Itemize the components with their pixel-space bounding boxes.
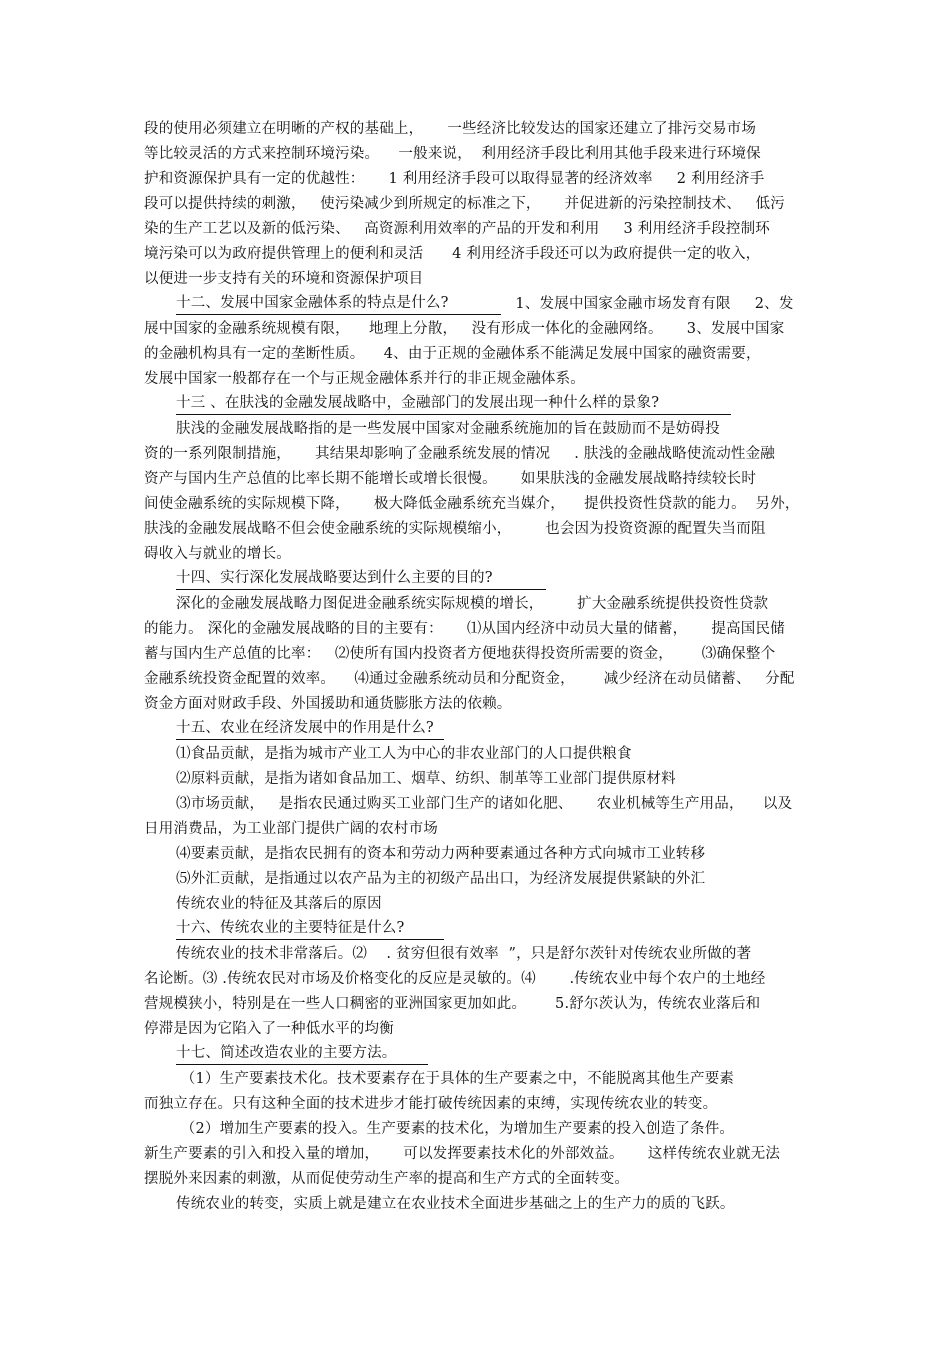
text-line: 境污染可以为政府提供管理上的便利和灵活 4 利用经济手段还可以为政府提供一定的收入， [144, 246, 761, 262]
text-line: 资产与国内生产总值的比率长期不能增长或增长很慢。 如果肤浅的金融发展战略持续较长时 [144, 471, 757, 487]
question-heading-13: 十三 、在肤浅的金融发展战略中，金融部门的发展出现一种什么样的景象? [176, 394, 731, 415]
text-line: 名论断。⑶ .传统农民对市场及价格变化的反应是灵敏的。⑷ .传统农业中每个农户的土地经 [144, 971, 766, 987]
question-heading-12: 十二、发展中国家金融体系的特点是什么? [176, 294, 501, 315]
text-line: ⑸外汇贡献，是指通过以农产品为主的初级产品出口，为经济发展提供紧缺的外汇 [176, 871, 706, 887]
text-line: 肤浅的金融发展战略指的是一些发展中国家对金融系统施加的旨在鼓励而不是妨碍投 [176, 421, 720, 437]
text-line: 1、发展中国家金融市场发育有限 2、发 [501, 296, 794, 312]
text-line: 碍收入与就业的增长。 [144, 546, 291, 562]
text-line: ⑷要素贡献，是指农民拥有的资本和劳动力两种要素通过各种方式向城市工业转移 [176, 846, 706, 862]
text-line: （2）增加生产要素的投入。生产要素的技术化，为增加生产要素的投入创造了条件。 [176, 1121, 735, 1137]
text-line: 间使金融系统的实际规模下降， 极大降低金融系统充当媒介， 提供投资性贷款的能力。 另外， [144, 496, 800, 512]
text-line: 深化的金融发展战略力图促进金融系统实际规模的增长， 扩大金融系统提供投资性贷款 [176, 596, 769, 612]
text-line: 传统农业的转变，实质上就是建立在农业技术全面进步基础之上的生产力的质的飞跃。 [176, 1196, 735, 1212]
text-line: 摆脱外来因素的刺激，从而促使劳动生产率的提高和生产方式的全面转变。 [144, 1171, 630, 1187]
text-line: 展中国家的金融系统规模有限， 地理上分散， 没有形成一体化的金融网络。 3、发展中国家 [144, 321, 785, 337]
text-line: （1）生产要素技术化。技术要素存在于具体的生产要素之中，不能脱离其他生产要素 [176, 1071, 735, 1087]
question-heading-16: 十六、传统农业的主要特征是什么? [176, 919, 444, 940]
text-line: 新生产要素的引入和投入量的增加， 可以发挥要素技术化的外部效益。 这样传统农业就无法 [144, 1146, 781, 1162]
text-line: 的金融机构具有一定的垄断性质。 4、由于正规的金融体系不能满足发展中国家的融资需要， [144, 346, 761, 362]
question-heading-15: 十五、农业在经济发展中的作用是什么? [176, 719, 444, 740]
text-line: 肤浅的金融发展战略不但会使金融系统的实际规模缩小， 也会因为投资资源的配置失当而阻 [144, 521, 766, 537]
text-line: 的能力。 深化的金融发展战略的目的主要有： ⑴从国内经济中动员大量的储蓄， 提高国民储 [144, 621, 785, 637]
text-line: 等比较灵活的方式来控制环境污染。 一般来说， 利用经济手段比利用其他手段来进行环境保 [144, 146, 761, 162]
text-line: ⑶市场贡献， 是指农民通过购买工业部门生产的诸如化肥、 农业机械等生产用品， 以及 [176, 796, 793, 812]
text-line: 以便进一步支持有关的环境和资源保护项目 [144, 271, 424, 287]
question-heading-17: 十七、简述改造农业的主要方法。 [176, 1044, 428, 1065]
text-line: 停滞是因为它陷入了一种低水平的均衡 [144, 1021, 394, 1037]
text-line: 金融系统投资金配置的效率。 ⑷通过金融系统动员和分配资金， 减少经济在动员储蓄、 分配 [144, 671, 795, 687]
text-line: 发展中国家一般都存在一个与正规金融体系并行的非正规金融体系。 [144, 371, 585, 387]
text-line: 资的一系列限制措施， 其结果却影响了金融系统发展的情况 . 肤浅的金融战略使流动性金融 [144, 446, 776, 462]
text-line: ⑴食品贡献，是指为城市产业工人为中心的非农业部门的人口提供粮食 [176, 746, 632, 762]
text-line: 染的生产工艺以及新的低污染、 高资源利用效率的产品的开发和利用 3 利用经济手段控制环 [144, 221, 771, 237]
text-line: ⑵原料贡献，是指为诸如食品加工、烟草、纺织、制革等工业部门提供原材料 [176, 771, 676, 787]
text-line: 传统农业的技术非常落后。⑵ . 贫穷但很有效率 ”，只是舒尔茨针对传统农业所做的著 [176, 946, 752, 962]
question-heading-14: 十四、实行深化发展战略要达到什么主要的目的? [176, 569, 546, 590]
text-line: 段可以提供持续的刺激， 使污染减少到所规定的标准之下， 并促进新的污染控制技术、 低污 [144, 196, 785, 212]
text-line: 传统农业的特征及其落后的原因 [176, 896, 382, 912]
text-line: 营规模狭小，特别是在一些人口稠密的亚洲国家更加如此。 5.舒尔茨认为，传统农业落后和 [144, 996, 761, 1012]
text-line: 而独立存在。只有这种全面的技术进步才能打破传统因素的束缚，实现传统农业的转变。 [144, 1096, 718, 1112]
text-line: 资金方面对财政手段、外国援助和通货膨胀方法的依赖。 [144, 696, 512, 712]
text-line: 日用消费品，为工业部门提供广阔的农村市场 [144, 821, 438, 837]
text-line: 护和资源保护具有一定的优越性： 1 利用经济手段可以取得显著的经济效率 2 利用经济手 [144, 171, 765, 187]
text-line: 蓄与国内生产总值的比率： ⑵使所有国内投资者方便地获得投资所需要的资金， ⑶确保整个 [144, 646, 776, 662]
text-line: 段的使用必须建立在明晰的产权的基础上， 一些经济比较发达的国家还建立了排污交易市场 [144, 121, 757, 137]
